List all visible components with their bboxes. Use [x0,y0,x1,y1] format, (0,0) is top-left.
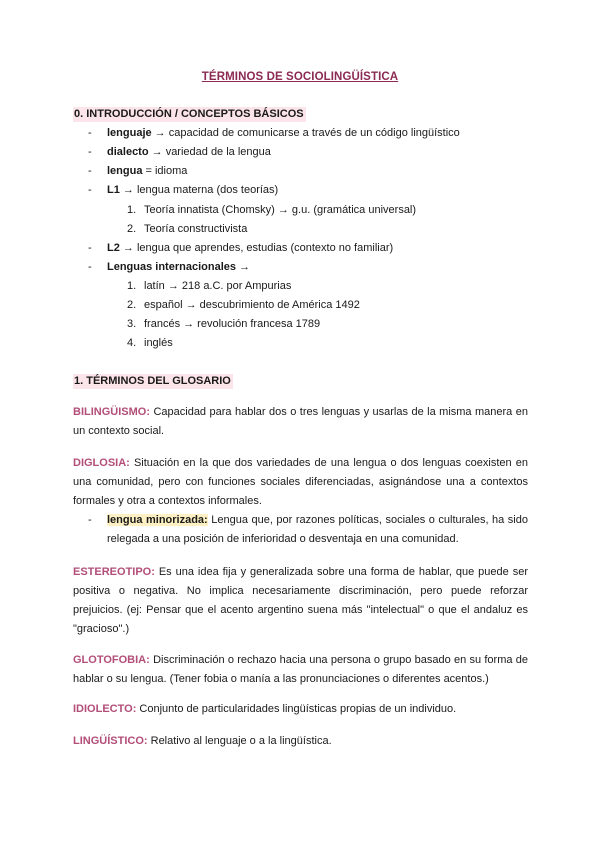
document-title: TÉRMINOS DE SOCIOLINGÜÍSTICA [201,71,399,83]
glossary-entry-idiolecto: IDIOLECTO: Conjunto de particularidades lingüísticas propias de un individuo. [73,703,457,715]
glossary-entry-bilinguismo: BILINGÜISMO: Capacidad para hablar dos o tres lenguas y usarlas de la misma manera en un contexto social. [73,406,528,437]
section-heading-intro: 0. INTRODUCCIÓN / CONCEPTOS BÁSICOS [74,108,304,120]
section-heading-glossary: 1. TÉRMINOS DEL GLOSARIO [74,375,231,387]
glossary-entry-estereotipo: ESTEREOTIPO: Es una idea fija y generalizada sobre una forma de hablar, que puede ser positiva o negativa. No implica necesariamente discriminación, pero puede reforzar prejuicios. (ej: Pensar que el acento argentino suena más "intelectual" o que el andaluz es "gracioso".) [73,566,528,635]
glossary-entry-linguistico: LINGÜÍSTICO: Relativo al lenguaje o a la lingüística. [73,735,332,747]
document-page: TÉRMINOS DE SOCIOLINGÜÍSTICA 0. INTRODUCCIÓN / CONCEPTOS BÁSICOS - lenguaje → capacidad de comunicarse a través de un código lingüístico - dialecto → variedad de la lengua - lengua = idioma - L1 → lengua materna (dos teorías) 1. Teoría innatista (Chomsky) → g.u. (gramática universal) 2. Teoría constructivista - L2 → lengua que aprendes, estudias (contexto no familiar) - Lenguas internacionales → 1. latín → 218 a.C. por Ampurias 2. español → descubrimiento de América 1492 3. francés → revolución francesa 1789 4. inglés 1. TÉRMINOS DEL GLOSARIO BILINGÜISMO: Capacidad para hablar dos o tres lenguas y usarlas de la misma manera en un contexto social. DIGLOSIA: Situación en la que dos variedades de una lengua o dos lenguas coexisten en una comunidad, pero con funciones sociales diferenciadas, asignándose una a contextos formales y otra a contextos informales. - lengua minorizada: Lengua que, por razones políticas, sociales o culturales, ha sido relegada a una posición de inferioridad o desventaja en una comunidad. ESTEREOTIPO: Es una idea fija y generalizada sobre una forma de hablar, que puede ser positiva o negativa. No implica necesariamente discriminación, pero puede reforzar prejuicios. (ej: Pensar que el acento argentino suena más "intelectual" o que el andaluz es "gracioso".) GLOTOFOBIA: Discriminación o rechazo hacia una persona o grupo basado en su forma de hablar o su lengua. (Tener fobia o manía a las pronunciaciones o diferentes acentos.) IDIOLECTO: Conjunto de particularidades lingüísticas propias de un individuo. LINGÜÍSTICO: Relativo al lenguaje o a la lingüística. [0,0,600,848]
glossary-entry-glotofobia: GLOTOFOBIA: Discriminación o rechazo hacia una persona o grupo basado en su forma de hablar o su lengua. (Tener fobia o manía a las pronunciaciones o diferentes acentos.) [73,654,528,685]
glossary-entry-diglosia: DIGLOSIA: Situación en la que dos variedades de una lengua o dos lenguas coexisten en una comunidad, pero con funciones sociales diferenciadas, asignándose una a contextos formales y otra a contextos informales. [73,457,528,507]
glossary-subentry-lengua-minorizada: - lengua minorizada: Lengua que, por razones políticas, sociales o culturales, ha sido relegada a una posición de inferioridad o desventaja en una comunidad. [88,514,528,545]
